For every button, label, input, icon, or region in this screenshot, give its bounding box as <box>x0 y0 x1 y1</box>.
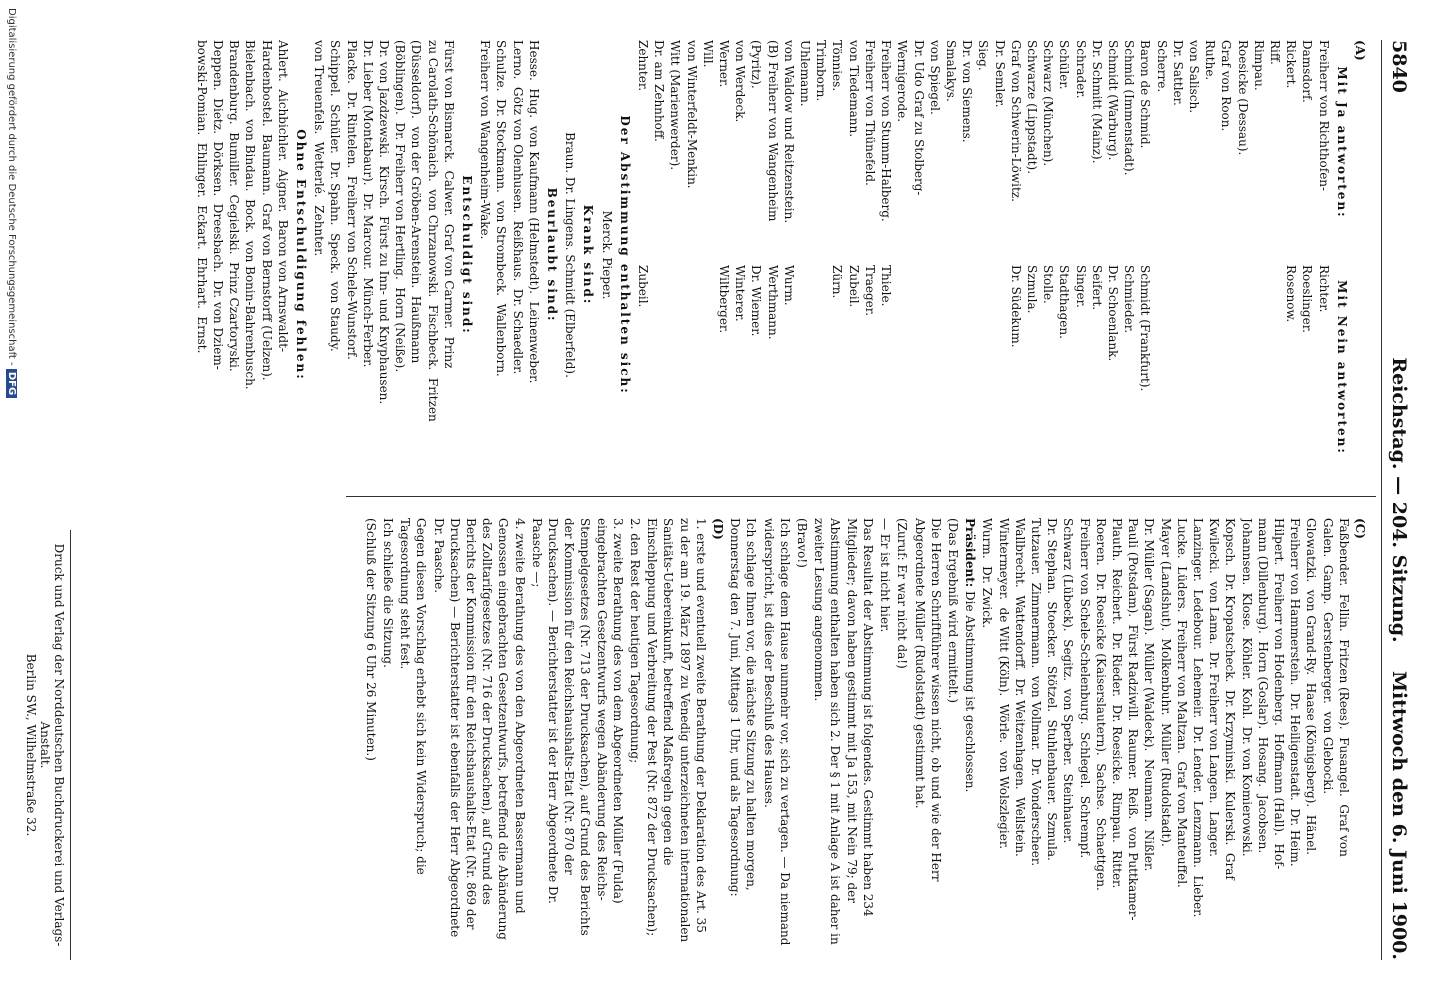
nein-name: Roeslinger. <box>1300 265 1315 333</box>
leave-name: Hesse. Hug. von Kaufmann (Helmstedt). Leinenweber. <box>526 40 541 384</box>
nein-name: Wiltberger. <box>717 265 732 334</box>
marker-c: (C) <box>1353 518 1367 539</box>
nein-name: Schmieder. <box>1122 265 1137 334</box>
nein-name <box>927 265 943 470</box>
nein-name: Richter. <box>1316 265 1331 313</box>
marker-d: (D) <box>711 518 726 540</box>
absent-name-continued: Pauli (Potsdam). Fürst Radziwill. Raumer. Reiß. von Puttkamer- <box>1126 518 1141 921</box>
marker-a: (A) <box>1353 40 1367 61</box>
excused-name: Placke. Dr. Rintelen. Freiherr von Schele-Wunstorf. <box>344 40 359 360</box>
nein-name <box>813 265 829 470</box>
ja-name: Dr. Sattler. <box>1170 40 1185 106</box>
absent-name-continued: Hilpert. Freiherr von Hodenberg. Hoffmann (Hall). Hof- <box>1271 518 1286 870</box>
ja-name: Tönnies. <box>830 40 845 92</box>
speech-paragraph: (Zuruf: Er war nicht da!) <box>895 518 910 669</box>
absent-name-continued: Kopsch. Dr. Kropatscheck. Dr. Krzyminski. Kulerski. Graf <box>1223 518 1238 880</box>
nein-names <box>635 265 1332 470</box>
nein-name <box>975 265 991 470</box>
ja-names <box>635 40 1332 245</box>
absent-name: Hardenbostel. Baumann. Graf von Bernstorff (Uelzen). <box>259 40 274 381</box>
ja-name: Dr. Semler. <box>992 40 1007 108</box>
excused-name: Schippel. Schüler. Dr. Spahn. Speck. von Staudy. <box>328 40 343 352</box>
nein-name <box>683 265 699 470</box>
digitization-credit <box>6 8 17 398</box>
absent-name-continued: mann (Dillenburg). Horn (Goslar). Hosang. Jacobsen. <box>1255 518 1270 854</box>
absent-name-continued: Plauth. Reichert. Dr. Rieder. Dr. Roesicke. Rimpau. Ritter. <box>1109 518 1124 889</box>
leave-names <box>477 40 542 470</box>
closing-text <box>363 518 430 948</box>
absent-name-continued: Wintermeyer. de Witt (Köln). Wörle. von Wolszlegier. <box>996 518 1011 850</box>
ja-name: von Tiedemann. <box>846 40 861 138</box>
ja-name: Rickert. <box>1284 40 1299 89</box>
sick-name: Braun. Dr. Lingens. Schmidt (Elberfeld). <box>563 132 578 378</box>
agenda-item: 3. zweite Berathung des von dem Abgeordneten Müller (Fulda) eingebrachten Gesetzentwurfs wegen Abänderung des Reichs-Stempelgesetzes (Nr. 713 der Drucksachen), auf Grund des Berichts der Kommission für den Reichshaushalts-Etat (Nr. 870 der Drucksachen). — Berichterstatter ist der Herr Abgeordnete Dr. Paasche —; <box>529 518 625 936</box>
ja-name: Schmid (Immenstadt). <box>1122 40 1137 176</box>
leave-heading: Beurlaubt sind: <box>545 187 560 323</box>
ja-name: Schmidt (Warburg). <box>1105 40 1120 161</box>
absent-name-continued: Glowatzki. von Grand-Ry. Haase (Königsberg). Hänel. <box>1304 518 1319 855</box>
absent-name-continued: Lucke. Lüders. Freiherr von Maltzan. Graf von Manteuffel. <box>1174 518 1189 888</box>
nein-name: Szmula. <box>1024 265 1039 314</box>
page-header <box>1381 40 1416 960</box>
nein-name: Winterer. <box>733 265 748 322</box>
ja-name: Ruthe. <box>1203 40 1218 81</box>
absent-name-continued: Lanzinger. Ledebour. Lehemeir. Dr. Lender. Lenzmann. Lieber. <box>1190 518 1205 918</box>
speech-paragraph: (Bravo!) <box>795 518 810 568</box>
nein-name: Singer. <box>1073 265 1088 308</box>
ja-name: Schrader. <box>1073 40 1088 99</box>
absent-names <box>194 40 291 470</box>
closing-line: Ich schließe die Sitzung. <box>381 518 396 668</box>
ja-name: Trimborn. <box>814 40 829 102</box>
excused-name: (Düsseldorf). von der Gröben-Arenstein. Haußmann <box>409 40 424 364</box>
nein-name <box>1170 265 1186 470</box>
nein-name <box>797 265 813 470</box>
speech-paragraph: Die Herren Schriftführer wissen nicht, ob und wie der Herr Abgeordnete Müller (Rudolstadt) gestimmt hat. <box>912 518 943 882</box>
nein-name <box>991 265 1007 470</box>
nein-name: Dr. Wiemer. <box>749 265 764 337</box>
president-first-sentence: Die Abstimmung ist geschlossen. <box>963 591 978 793</box>
absent-name-continued: Galen. Gamp. Gerstenberger. von Glebocki. <box>1320 518 1335 795</box>
excused-name: Dr. Lieber (Montabaur). Dr. Marcour. Münch-Ferber. <box>360 40 375 368</box>
header-title: Reichstag. — 204. Sitzung. <box>1388 357 1410 643</box>
absent-name-continued: Mayer (Landshut). Molkenbuhr. Müller (Rudolstadt). <box>1158 518 1173 847</box>
nein-name <box>943 265 959 470</box>
header-date: Mittwoch den 6. Juni 1900. <box>1388 670 1410 960</box>
nein-name: Rosenow. <box>1284 265 1299 323</box>
ja-name: Witt (Marienwerder). <box>668 40 683 171</box>
nein-name <box>1234 265 1250 470</box>
ja-name: Schwarz (München). <box>1041 40 1056 167</box>
absent-name-continued: Tutzauer. Zimmermann. von Vollmar. Dr. Vonderscheer. <box>1028 518 1043 867</box>
ja-name: Damsdorf. <box>1300 40 1315 103</box>
sick-heading: Krank sind: <box>581 204 596 306</box>
ja-name: Uhlemann. <box>798 40 813 107</box>
dfg-logo-icon: DFG <box>6 369 17 398</box>
right-column <box>66 518 1368 948</box>
excused-name: von Treuenfels. Wetterlé. Zehnter. <box>312 40 327 257</box>
ja-name: Dr. am Zehnhoff. <box>652 40 667 142</box>
ja-name: Sieg. <box>976 40 991 71</box>
agenda-item: 1. erste und eventuell zweite Berathung der Deklaration des Art. 35 zu der am 19. März 1897 zu Venedig unterzeichneten internationalen Sanitäts-Uebereinkunft, betreffend Maßregeln gegen die Einschleppung und Verbreitung der Pest (Nr. 872 der Drucksachen); <box>645 518 708 943</box>
leave-name: Freiherr von Wangenheim-Wake. <box>478 40 493 240</box>
sick-names <box>562 40 578 470</box>
nein-name: Stolle. <box>1041 265 1056 304</box>
speech-paragraph: Ich schlage dem Hause nunmehr vor, sich zu vertagen. — Da niemand widerspricht, ist dies der Beschluß des Hauses. <box>761 518 792 946</box>
nein-name: Stadthagen. <box>1057 265 1072 339</box>
ja-name: Schüler. <box>1057 40 1072 90</box>
excused-name: zu Carolath-Schönaich. von Chrzanowski. Fischbeck. Fritzen <box>425 40 440 422</box>
absent-name: Bielenbach. von Bindau. Bock. von Bonin-Bahrenbusch. <box>243 40 258 390</box>
ja-name: Freiherr von Thünefeld. <box>862 40 877 186</box>
ja-name: von Salisch. <box>1186 40 1201 114</box>
ja-name: Riff. <box>1267 40 1282 65</box>
ja-name: von Winterfeldt-Menkin. <box>684 40 699 189</box>
ja-name: Freiherr von Richthofen- <box>1316 40 1331 192</box>
ja-name: von Werdeck. <box>733 40 748 123</box>
excused-name: Fürst von Bismarck. Calwer. Graf von Carmer. Prinz <box>441 40 456 369</box>
nein-name <box>1153 265 1169 470</box>
page-number: 5840 <box>1388 40 1410 93</box>
abstained-heading: Der Abstimmung enthalten sich: <box>617 115 632 395</box>
ja-name: Graf von Roon. <box>1219 40 1234 132</box>
nein-name <box>959 265 975 470</box>
ja-name: Graf von Schwerin-Löwitz. <box>1008 40 1023 202</box>
vote-lists <box>635 40 1352 470</box>
ja-name: Dr. Schmitt (Mainz). <box>1089 40 1104 164</box>
absent-name-continued: Faßbender. Fellin. Fritzen (Rees). Fusangel. Graf von <box>1336 518 1351 857</box>
absent-name-continued: Johannsen. Klose. Köhler. Kohl. Dr. von Komierowski. <box>1239 518 1254 857</box>
speech-paragraph: — Er ist nicht hier. <box>878 518 893 633</box>
excused-name: Dr. von Jazdzewski. Kirsch. Fürst zu Inn- und Knyphausen. <box>377 40 392 405</box>
nein-name: Wurm. <box>781 265 796 306</box>
nein-name <box>894 265 910 470</box>
speech-paragraph: Das Resultat der Abstimmung ist folgendes. Gestimmt haben 234 Mitglieder; davon haben gestimmt mit Ja 153, mit Nein 79; der Abstimmung enthalten haben sich 2. Der § 1 mit Anlage A ist daher in zweiter Lesung angenommen. <box>812 518 875 945</box>
absent-heading: Ohne Entschuldigung fehlen: <box>294 129 308 381</box>
agenda-item: 2. den Rest der heutigen Tagesordnung; <box>628 518 643 764</box>
excused-name: (Böblingen). Dr. Freiherr von Hertling. Horn (Neiße). <box>393 40 408 373</box>
nein-name: Werthmann. <box>765 265 780 340</box>
ja-name: Wernigerode. <box>895 40 910 123</box>
absent-name-continued: Freiherr von Schele-Schelenburg. Schlegel. Schrempf. <box>1077 518 1092 859</box>
ja-name: von Spiegel. <box>927 40 942 115</box>
printer-line-1: Druck und Verlag der Norddeutschen Buchdruckerei und Verlags-Anstalt. <box>38 543 66 947</box>
agenda-list <box>430 518 708 948</box>
absent-name-continued: Dr. Müller (Sagan). Müller (Waldeck). Neumann. Nißler. <box>1142 518 1157 872</box>
ja-name: Zehnter. <box>636 40 651 92</box>
nein-name <box>651 265 667 470</box>
ja-heading: Mit Ja antworten: <box>1334 66 1349 219</box>
ja-name: Schwarze (Lippstadt). <box>1024 40 1039 175</box>
nein-name: Zubeil. <box>846 265 861 308</box>
ja-name: Werner. <box>717 40 732 88</box>
ja-name: Scherre. <box>1154 40 1169 93</box>
closing-line: Gegen diesen Vorschlag erhebt sich kein Widerspruch; die Tagesordnung steht fest. <box>398 518 429 875</box>
absent-name-continued: Freiherr von Hammerstein. Dr. Heiligenstadt. Dr. Heim. <box>1288 518 1303 867</box>
nein-name: Zürn. <box>830 265 845 299</box>
abstained-name: Merck. Pieper. <box>599 210 614 300</box>
nein-name <box>700 265 716 470</box>
nein-list <box>635 265 1352 470</box>
absent-name-continued: Wallbrecht. Wattendorff. Dr. Weitzenhagen. Wellstein. <box>1012 518 1027 857</box>
ja-name: Rimpau. <box>1251 40 1266 91</box>
nein-name <box>910 265 926 470</box>
nein-name <box>1251 265 1267 470</box>
ja-name: (Pyritz). <box>749 40 764 89</box>
president-statement <box>962 518 978 948</box>
speech-paragraph: (Das Ergebniß wird ermittelt.) <box>945 518 960 704</box>
agenda-item: 4. zweite Berathung des von den Abgeordneten Bassermann und Genossen eingebrachten Gesetzentwurfs, betreffend die Abänderung des Zolltarifgesetzes (Nr. 716 der Drucksachen), auf Grund des Berichts der Kommission für den Reichshaushalts-Etat (Nr. 869 der Drucksachen) — Berichterstatter ist ebenfalls der Herr Abgeordnete Dr. Paasche. <box>431 518 527 940</box>
excused-names <box>311 40 457 470</box>
column-divider <box>346 496 1376 497</box>
credit-text: Digitalisierung gefördert durch die Deutsche Forschungsgemeinschaft - <box>6 8 17 366</box>
absent-name-continued: Kwilecki. von Lama. Dr. Freiherr von Langen. Langer. <box>1207 518 1222 857</box>
ja-name: Smalakys. <box>943 40 958 102</box>
president-label: Präsident: <box>963 518 978 588</box>
nein-name: Schmidt (Frankfurt). <box>1138 265 1153 392</box>
absent-names-continued <box>979 518 1352 948</box>
nein-name: Seifert. <box>1089 265 1104 311</box>
ja-name: von Waldow und Reitzenstein. <box>781 40 796 224</box>
nein-name <box>1267 265 1283 470</box>
nein-name: Dr. Südekum. <box>1008 265 1023 348</box>
ja-name: Dr. von Siemens. <box>960 40 975 143</box>
absent-name: Deppen. Dietz. Dörksen. Dreesbach. Dr. von Dziem- <box>210 40 225 370</box>
nein-name <box>1202 265 1218 470</box>
ja-name: Will. <box>700 40 715 68</box>
nein-name: Thiele. <box>879 265 894 307</box>
nein-name: Traeger. <box>862 265 877 317</box>
absent-name-continued: Schwarz (Lübeck). Segitz. von Sperber. Steinhauer. <box>1061 518 1076 844</box>
ja-name: Freiherr von Stumm-Halberg. <box>879 40 894 222</box>
nein-name <box>667 265 683 470</box>
ja-list <box>635 40 1352 245</box>
left-column <box>66 40 1368 470</box>
absent-name: Brandenburg. Bumiller. Cegielski. Prinz Czartoryski. <box>227 40 242 372</box>
leave-name: Lerno. Götz von Olenhusen. Reißhaus. Dr. Schaedler. <box>510 40 525 375</box>
nein-name: Dr. Schoenlank. <box>1105 265 1120 362</box>
leave-name: Schulze. Dr. Stockmann. von Strombeck. Wallenborn. <box>494 40 509 377</box>
ja-name: (B) Freiherr von Wangenheim <box>765 40 780 222</box>
president-speech <box>727 518 961 948</box>
closing-line: (Schluß der Sitzung 6 Uhr 26 Minuten.) <box>363 518 378 761</box>
printer-footer <box>24 530 71 960</box>
absent-name-continued: Wurm. Dr. Zwick. <box>980 518 995 629</box>
nein-name: Zubeil. <box>636 265 651 308</box>
absent-name: bowski-Pomian. Ehlinger. Eckart. Ehrhart. Ernst. <box>194 40 209 354</box>
printer-line-2: Berlin SW., Wilhelmstraße 32. <box>24 653 38 837</box>
excused-heading: Entschuldigt sind: <box>460 175 475 335</box>
nein-name <box>1218 265 1234 470</box>
nein-heading: Mit Nein antworten: <box>1334 280 1349 455</box>
nein-name <box>1186 265 1202 470</box>
ja-name: Baron de Schmid. <box>1138 40 1153 149</box>
ja-name: Dr. Udo Graf zu Stolberg- <box>911 40 926 196</box>
abstained-names <box>598 40 614 470</box>
speech-paragraph: Ich schlage Ihnen vor, die nächste Sitzung zu halten morgen, Donnerstag den 7. Juni, Mittags 1 Uhr, und als Tagesordnung: <box>728 518 759 897</box>
ja-name: Roesicke (Dessau). <box>1235 40 1250 156</box>
absent-name-continued: Roeren. Dr. Roesicke (Kaiserslautern). Sachse. Schaettgen. <box>1093 518 1108 891</box>
absent-name: Ahlert. Aichbichler. Aigner. Baron von Arnswaldt- <box>275 40 290 353</box>
absent-name-continued: Dr. Stephan. Stoecker. Stötzel. Stuhlenbauer. Szmula. <box>1045 518 1060 861</box>
